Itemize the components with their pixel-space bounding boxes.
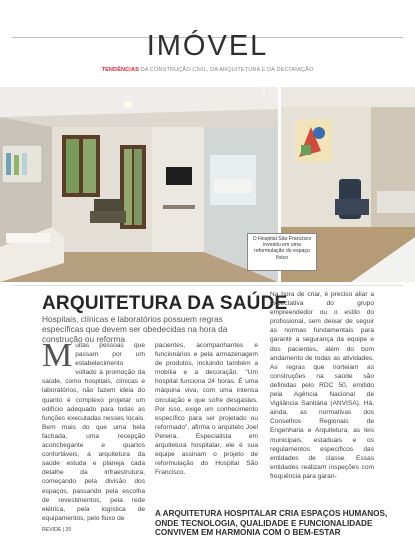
drop-cap: M xyxy=(42,337,73,374)
section-title: IMÓVEL xyxy=(146,30,269,62)
article-column-3: Na hora de criar, é preciso aliar a expectativa do grupo empreendedor ou o estilo do profissional, sem deixar de seguir as normas fundamentais para garantir a segurança da equipe e dos pacientes, além do bom andamento de todas as atividades. As regras que norteiam as construções na saúde são definidas pelo RDC 50, emitido pela Agência Nacional de Vigilância Sanitária (ANVISA). Há, ainda, as normativas dos Conselhos Regionais de Engenharia e Arquitetura, as leis municipais, estaduais e os regulamentos específicos das entidades de classe. Essas entidades realizam inspeções com frequência para garan- xyxy=(270,291,374,480)
tagline-rest: DA CONSTRUÇÃO CIVIL, DA ARQUITETURA E DA DECORAÇÃO xyxy=(138,67,314,73)
photo-caption: O Hospital São Francisco investiu em uma reformulação do espaço físico xyxy=(247,233,317,271)
pull-quote: A ARQUITETURA HOSPITALAR CRIA ESPAÇOS HUMANOS, ONDE TECNOLOGIA, QUALIDADE E FUNCIONALIDADE CONVIVEM EM HARMONIA COM O BEM-ESTAR xyxy=(155,509,388,538)
article-subhead: Hospitais, clínicas e laboratórios possuem regras específicas que devem ser obedecidas na hora da construção ou reforma xyxy=(42,314,228,345)
tagline-highlight: TENDÊNCIAS xyxy=(101,67,139,73)
article-column-1 xyxy=(42,337,145,523)
hospital-room-illustration xyxy=(0,87,278,282)
article-headline: ARQUITETURA DA SAÚDE xyxy=(42,293,288,314)
article-rule xyxy=(12,285,403,286)
article-column-2: pacientes, acompanhantes e funcionários e pela armazenagem de produtos, incluindo também a mobília e a decoração. "Um hospital funciona 24 horas. É uma máquina viva, com uma intensa circulação e que sofre desgastes. Por isso, exige um conhecimento específico para ser projetado ou reformado", afirma o arquiteto Joel Pereira. Especialista em arquitetura hospitalar, ele é sua equipe assinam o projeto de reformulação do Hospital São Francisco. xyxy=(155,342,258,477)
page-footer: REVIDE | 20 xyxy=(42,527,72,533)
hospital-room-photo xyxy=(0,87,278,282)
column-1-text: uitas pessoas que passam por um estabelecimento voltado à promoção da saúde, como hospitais, clínicas e laboratórios, não fazem ideia do quanto é complexo projetar um edifício adequado para todas as funções executadas nesses locais. Bem mais do que uma bela fachada, uma recepção aconchegante e quartos confortáveis, a arquitetura da saúde estuda e planeja cada detalhe da infraestrutura, começando pela divisão dos espaços, passando pela escolha de revestimentos, pela rede elétrica, pela logística de equipamentos, pelo fluxo de xyxy=(42,342,145,522)
photo-credit: Foto: Marcelo Ruiz xyxy=(261,62,266,96)
section-tagline xyxy=(0,67,415,73)
